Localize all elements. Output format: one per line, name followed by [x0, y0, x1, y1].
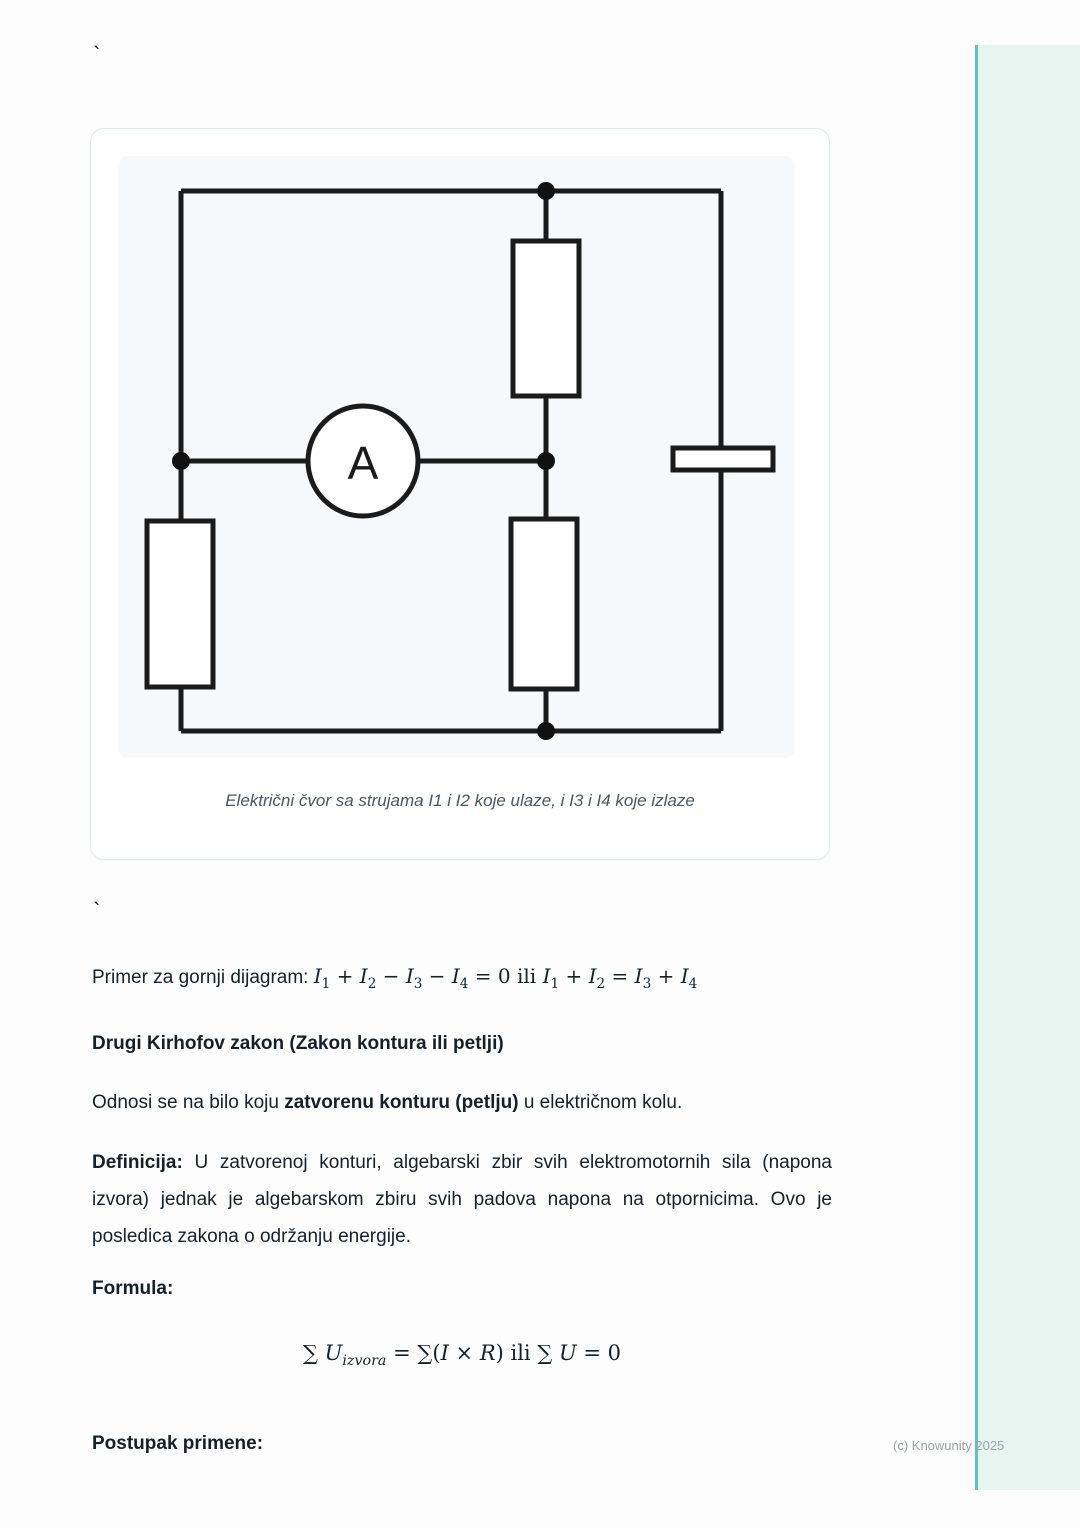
definicija-paragraph: Definicija: U zatvorenoj konturi, algebarski zbir svih elektromotornih sila (napona izvora) jednak je algebarskom zbiru svih padova napona na otpornicima. Ovo je posledica zakona o održanju energije. [92, 1152, 832, 1247]
node-dot-left [172, 452, 190, 470]
right-stripe-accent-line [975, 45, 978, 1490]
circuit-wires [181, 191, 721, 731]
node-dot-bottom [537, 722, 555, 740]
right-decorative-stripe [978, 45, 1080, 1490]
stray-backtick-top: ` [93, 42, 101, 67]
resistor-top-center [513, 241, 579, 396]
stray-backtick-mid: ` [93, 898, 101, 923]
circuit-diagram [119, 156, 794, 756]
resistor-left [147, 521, 213, 687]
postupak-label: Postupak primene: [92, 1433, 264, 1454]
node-dot-middle [537, 452, 555, 470]
node-dot-top [537, 182, 555, 200]
watermark-footer: (c) Knowunity 2025 [893, 1438, 1005, 1453]
formula-equation: ∑ $U_{izvora} = \sum(I \times R)$ ili ∑ U = 0 [302, 1341, 621, 1370]
ammeter-label: A [347, 437, 379, 489]
resistor-bottom-center [511, 519, 577, 689]
circuit-figure-card [90, 128, 830, 860]
odnosi-paragraph: Odnosi se na bilo koju zatvorenu konturu (petlju) u električnom kolu. [92, 1092, 683, 1113]
example-paragraph [92, 961, 832, 999]
example-prefix: Primer za gornji dijagram: [92, 967, 314, 988]
formula-label: Formula: [92, 1278, 174, 1299]
example-equation: $I_1 + I_2 - I_3 - I_4 = 0$ ili $I_1 + I_2 = I_3 + I_4$ [313, 964, 698, 992]
circuit-svg [119, 156, 794, 756]
second-law-heading: Drugi Kirhofov zakon (Zakon kontura ili petlji) [92, 1033, 504, 1054]
battery-cell [673, 448, 773, 470]
figure-caption: Električni čvor sa strujama I1 i I2 koje ulaze, i I3 i I4 koje izlaze [225, 791, 695, 810]
